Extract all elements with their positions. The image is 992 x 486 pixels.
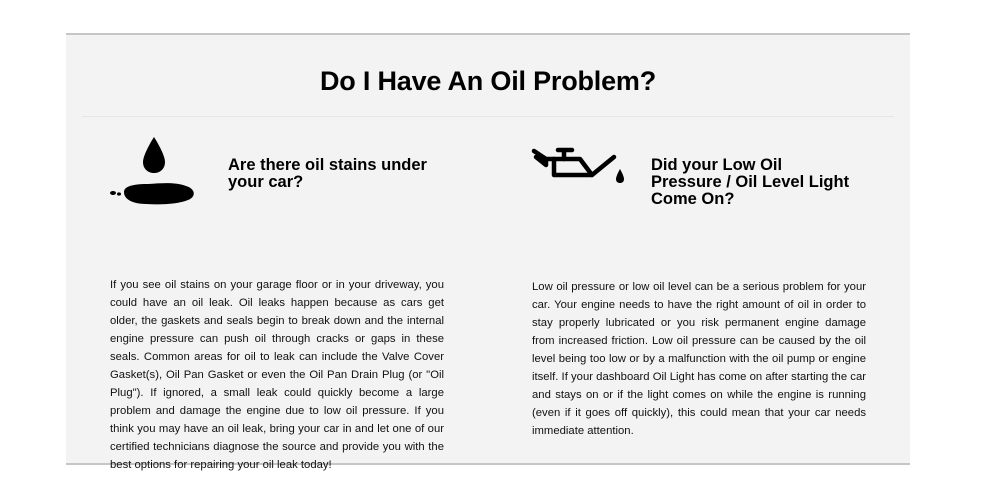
section-title: Do I Have An Oil Problem?: [319, 66, 657, 96]
title-divider: [82, 116, 894, 117]
oil-stains-heading: Are there oil stains under your car?: [228, 156, 427, 191]
oil-light-body: Low oil pressure or low oil level can be a serious problem for your car. Your engine needs to have the right amount of oil in order to stay properly lubricated or you risk permanent engine damage from increased friction. Low oil pressure can be caused by the oil level being too low or by a malfunction with the oil pump or engine itself. If your dashboard Oil Light has come on after starting the car and stays on or if the light comes on while the engine is running (even if it goes off quickly), this could mean that your car needs immediate attention.: [532, 281, 866, 437]
oil-stains-body: If you see oil stains on your garage floor or in your driveway, you could have an oil leak. Oil leaks happen because as cars get older, the gaskets and seals begin to break down and the internal engine pressure can push oil through cracks or gaps in these seals. Common areas for oil to leak can include the Valve Cover Gasket(s), Oil Pan Gasket or even the Oil Pan Drain Plug (or "Oil Plug"). If ignored, a small leak could quickly become a large problem and damage the engine due to low oil pressure. If you think you may have an oil leak, bring your car in and let one of our certified technicians diagnose the source and provide you with the best options for repairing your oil leak today!: [110, 279, 444, 471]
oil-problem-section: [66, 33, 910, 471]
oil-can-warning-icon: [528, 145, 628, 196]
oil-light-heading: Did your Low Oil Pressure / Oil Level Light Come On?: [651, 156, 850, 208]
oil-drop-puddle-icon: [110, 134, 200, 219]
